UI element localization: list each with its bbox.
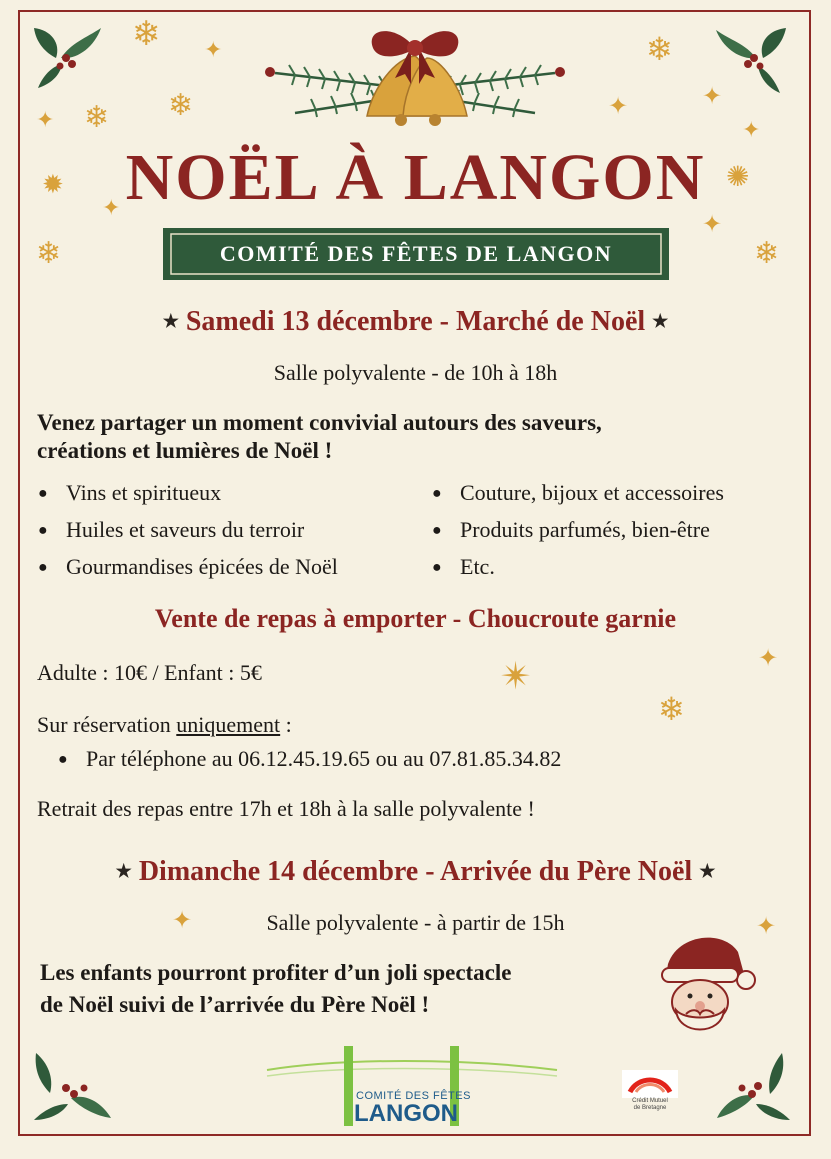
bullet-icon: ●	[432, 522, 442, 539]
sparkle-icon: ✦	[102, 196, 121, 221]
snowflake-icon: ❄	[646, 30, 673, 68]
saturday-intro-line2: créations et lumières de Noël !	[37, 438, 333, 463]
list-item: ● Huiles et saveurs du terroir	[38, 511, 338, 548]
organizer-banner	[163, 228, 669, 280]
sparkle-icon: ✦	[36, 108, 55, 133]
sparkle-icon: ✦	[742, 118, 761, 143]
sunday-location: Salle polyvalente - à partir de 15h	[266, 910, 565, 935]
sparkle-icon: ✴	[500, 654, 532, 698]
star-icon: ★	[115, 861, 132, 881]
saturday-heading-text: Samedi 13 décembre - Marché de Noël	[185, 306, 646, 337]
saturday-intro-line1: Venez partager un moment convivial autours des saveurs,	[37, 410, 602, 435]
holly-icon	[26, 1048, 116, 1128]
reservation-line: Sur réservation uniquement :	[37, 712, 292, 737]
bullet-icon: ●	[38, 522, 48, 539]
sponsor-logo	[622, 1070, 678, 1098]
saturday-heading	[0, 306, 831, 338]
meal-heading: Vente de repas à emporter - Choucroute garnie	[154, 604, 677, 633]
list-item: ● Etc.	[432, 548, 724, 585]
saturday-location: Salle polyvalente - de 10h à 18h	[273, 360, 558, 385]
market-list-right	[432, 474, 724, 585]
holly-icon	[26, 18, 106, 98]
list-item: ● Vins et spiritueux	[38, 474, 338, 511]
sparkle-icon: ✦	[172, 906, 193, 934]
comite-logo-line1: COMITÉ DES FÊTES	[356, 1090, 471, 1102]
star-icon: ★	[699, 861, 716, 881]
sparkle-icon: ✦	[702, 210, 723, 238]
sunday-desc-line2: de Noël suivi de l’arrivée du Père Noël !	[40, 992, 430, 1017]
bullet-icon: ●	[38, 485, 48, 502]
list-item: ● Couture, bijoux et accessoires	[432, 474, 724, 511]
list-item: ● Gourmandises épicées de Noël	[38, 548, 338, 585]
sparkle-icon: ✦	[756, 912, 777, 940]
pickup-line: Retrait des repas entre 17h et 18h à la salle polyvalente !	[37, 796, 535, 821]
market-list-left	[38, 474, 338, 585]
bullet-icon: ●	[58, 751, 68, 768]
sponsor-text: Crédit Mutuel de Bretagne	[632, 1098, 668, 1111]
list-item: ● Produits parfumés, bien-être	[432, 511, 724, 548]
comite-logo-line2: LANGON	[354, 1100, 458, 1127]
star-icon: ★	[162, 311, 179, 331]
phone-line: ● Par téléphone au 06.12.45.19.65 ou au 07.81.85.34.82	[58, 746, 562, 771]
bullet-icon: ●	[432, 485, 442, 502]
holly-icon	[712, 1048, 797, 1128]
bullet-icon: ●	[38, 559, 48, 576]
star-icon: ★	[652, 311, 669, 331]
bullet-icon: ●	[432, 559, 442, 576]
sunday-heading-text: Dimanche 14 décembre - Arrivée du Père Noël	[138, 856, 693, 887]
sunday-heading	[0, 856, 831, 888]
bells-ornament	[255, 18, 575, 130]
sparkle-icon: ✺	[726, 160, 750, 193]
sparkle-icon: ✦	[204, 38, 223, 63]
banner-text: COMITÉ DES FÊTES DE LANGON	[219, 241, 613, 266]
sparkle-icon: ✹	[42, 170, 64, 200]
snowflake-icon: ❄	[84, 100, 110, 135]
sunday-desc-line1: Les enfants pourront profiter d’un joli spectacle	[40, 960, 512, 985]
santa-icon	[648, 924, 758, 1044]
snowflake-icon: ❄	[36, 236, 62, 271]
snowflake-icon: ❄	[754, 236, 780, 271]
snowflake-icon: ❄	[658, 690, 685, 728]
page-title: NOËL À LANGON	[125, 141, 706, 214]
snowflake-icon: ❄	[168, 88, 194, 123]
snowflake-icon: ❄	[132, 14, 161, 54]
meal-prices: Adulte : 10€ / Enfant : 5€	[37, 660, 262, 685]
sparkle-icon: ✦	[608, 92, 629, 120]
sparkle-icon: ✦	[702, 82, 723, 110]
sparkle-icon: ✦	[758, 644, 779, 672]
